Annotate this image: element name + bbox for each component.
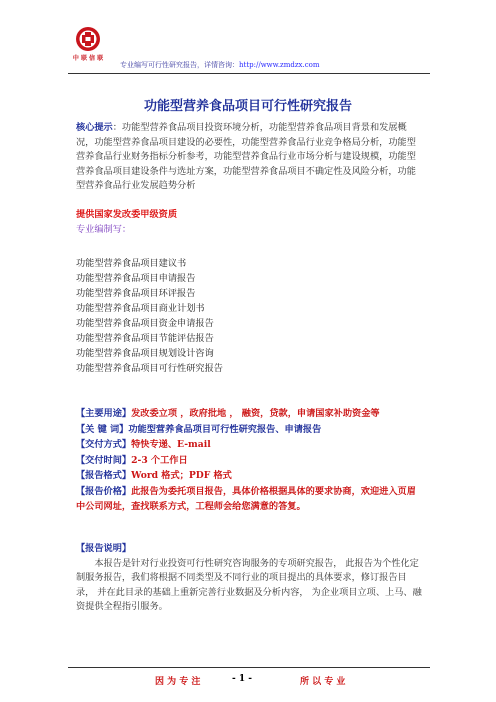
header-rule: [68, 73, 430, 74]
meta-time: 【交付时间】2-3 个工作日: [76, 454, 188, 466]
list-item: 功能型营养食品项目资金申请报告: [76, 318, 214, 329]
list-item: 功能型营养食品项目建议书: [76, 258, 187, 269]
meta-format: 【报告格式】Word 格式；PDF 格式: [76, 470, 232, 481]
footer-rule: [68, 667, 430, 668]
company-logo-icon: [68, 24, 108, 64]
list-item: 功能型营养食品项目商业计划书: [76, 303, 205, 314]
writing-label: 专业编制写：: [76, 224, 132, 235]
list-item: 功能型营养食品项目规划设计咨询: [76, 348, 214, 359]
header-url-link[interactable]: http://www.zmdzx.com: [239, 61, 320, 69]
list-item: 功能型营养食品项目申请报告: [76, 273, 196, 284]
list-item: 功能型营养食品项目节能评估报告: [76, 333, 214, 344]
footer-left: 因 为 专 注: [155, 677, 201, 687]
qualification-line: [76, 208, 422, 223]
list-item: 功能型营养食品项目可行性研究报告: [76, 363, 223, 374]
footer-right: 所 以 专 业: [300, 677, 346, 687]
writing-label-line: [76, 223, 422, 238]
header-tagline: [120, 60, 320, 70]
header-tagline-text: 专业编写可行性研究报告，详情咨询：: [120, 61, 239, 69]
page-header: [68, 24, 438, 69]
meta-price: 【报告价格】此报告为委托项目报告，具体价格根据具体的要求协商，欢迎进入页眉中公司网址，查找联系方式，工程师会给您满意的答复。: [76, 485, 416, 512]
core-prompt-text: ：功能型营养食品项目投资环境分析，功能型营养食品项目背景和发展概况，功能型营养食品项目建设的必要性，功能型营养食品行业竞争格局分析，功能型营养食品行业财务指标分析参考，功能型营养食品行业市场分析与建设规模，功能型营养食品项目建设条件与选址方案，功能型营养食品项目不确定性及风险分析，功能型营养食品行业发展趋势分析: [76, 122, 416, 191]
qualification-text: 提供国家发改委甲级资质: [76, 209, 178, 220]
meta-keywords: 【关 键 词】功能型营养食品项目可行性研究报告、申请报告: [76, 423, 322, 435]
page-number: - 1 -: [232, 674, 252, 684]
meta-delivery: 【交付方式】特快专递、E-mail: [76, 439, 211, 450]
report-description: [76, 542, 422, 615]
report-type-list: [76, 256, 422, 376]
description-label: 【报告说明】: [76, 543, 132, 554]
meta-purpose: 【主要用途】发改委立项 ，政府批地 ， 融资，贷款，申请国家补助资金等: [76, 408, 380, 419]
logo-text: 中 联 信 联: [72, 55, 104, 62]
list-item: 功能型营养食品项目环评报告: [76, 288, 196, 299]
report-meta: [76, 406, 422, 515]
description-text: 本报告是针对行业投资可行性研究咨询服务的专项研究报告， 此报告为个性化定制服务报告，我们将根据不同类型及不同行业的项目提出的具体要求，修订报告目录， 并在此目录的基础上重新完善行业数据及分析内容， 为企业项目立项、上马、融资提供全程指引服务。: [76, 557, 422, 612]
core-prompt-label: 核心提示: [76, 122, 113, 133]
page-title: 功能型营养食品项目可行性研究报告: [143, 99, 352, 114]
core-prompt: [76, 121, 422, 194]
